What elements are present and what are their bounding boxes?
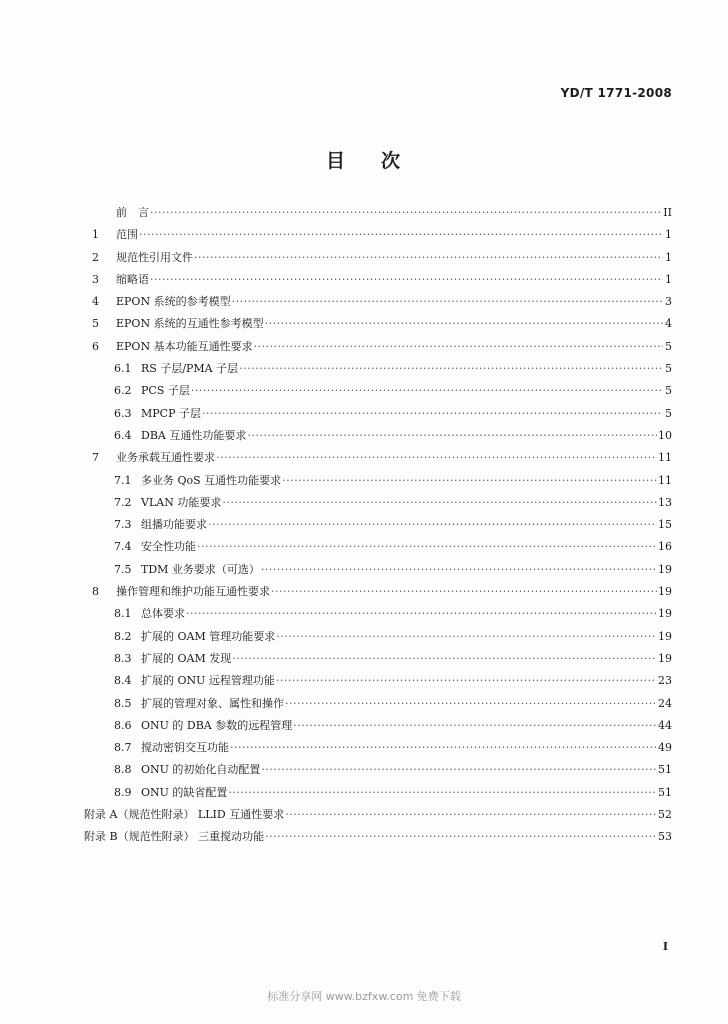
toc-entry[interactable]	[84, 826, 672, 848]
table-of-contents	[84, 202, 672, 849]
toc-entry-title: PCS 子层	[141, 384, 190, 398]
toc-entry-title: MPCP 子层	[141, 406, 201, 420]
toc-entry-title: 附录 A（规范性附录） LLID 互通性要求	[84, 808, 285, 822]
toc-entry-title: 操作管理和维护功能互通性要求	[116, 585, 270, 599]
toc-leader-dots	[276, 670, 657, 692]
toc-entry-number: 6.2	[114, 384, 132, 398]
toc-leader-dots	[186, 603, 657, 625]
toc-heading-right: 次	[381, 150, 403, 172]
toc-leader-dots	[254, 336, 663, 358]
toc-entry-number: 7.3	[114, 518, 132, 532]
page-number: I	[662, 940, 668, 953]
toc-entry-number: 8.8	[114, 763, 132, 777]
toc-entry[interactable]	[92, 514, 672, 536]
toc-entry-page: 23	[658, 674, 672, 688]
toc-entry[interactable]	[92, 247, 672, 269]
toc-entry-number: 7.5	[114, 562, 132, 576]
toc-entry-title: 规范性引用文件	[116, 250, 193, 264]
toc-entry-page: 16	[658, 540, 672, 554]
toc-entry-number: 7.1	[114, 473, 132, 487]
toc-leader-dots	[261, 759, 657, 781]
toc-entry-number: 2	[92, 250, 99, 264]
toc-leader-dots	[216, 447, 657, 469]
toc-entry-page: 3	[665, 295, 672, 309]
toc-leader-dots	[150, 269, 663, 291]
toc-entry[interactable]	[92, 470, 672, 492]
toc-leader-dots	[230, 737, 657, 759]
toc-entry-number: 8.1	[114, 607, 132, 621]
toc-entry-number: 6	[92, 339, 99, 353]
toc-entry-title: ONU 的缺省配置	[141, 785, 228, 799]
toc-entry-title: RS 子层/PMA 子层	[141, 362, 239, 376]
toc-heading-left: 目	[325, 150, 347, 172]
toc-entry-number: 5	[92, 317, 99, 331]
toc-entry-page: 19	[658, 651, 672, 665]
toc-leader-dots	[285, 693, 657, 715]
toc-leader-dots	[285, 804, 657, 826]
toc-entry-number: 8	[92, 585, 99, 599]
toc-entry[interactable]	[92, 358, 672, 380]
toc-leader-dots	[247, 425, 657, 447]
toc-entry-page: 11	[658, 451, 672, 465]
toc-entry-page: 5	[665, 384, 672, 398]
toc-leader-dots	[202, 403, 663, 425]
toc-entry-page: 24	[658, 696, 672, 710]
toc-entry-title: 扩展的 OAM 发现	[141, 651, 232, 665]
toc-entry-page: 1	[665, 250, 672, 264]
toc-entry[interactable]	[92, 224, 672, 246]
toc-leader-dots	[194, 247, 663, 269]
toc-entry-number: 8.9	[114, 785, 132, 799]
toc-entry-title: 总体要求	[141, 607, 185, 621]
toc-entry-title: 组播功能要求	[141, 518, 207, 532]
toc-entry-title: ONU 的初始化自动配置	[141, 763, 261, 777]
toc-entry-title: 附录 B（规范性附录） 三重搅动功能	[84, 830, 265, 844]
toc-entry-number: 8.7	[114, 741, 132, 755]
toc-entry-title: 扩展的 ONU 远程管理功能	[141, 674, 275, 688]
toc-entry-title: EPON 系统的互通性参考模型	[116, 317, 264, 331]
toc-entry-page: 51	[658, 763, 672, 777]
toc-entry-page: 4	[665, 317, 672, 331]
toc-leader-dots	[150, 202, 662, 224]
toc-entry-number: 6.3	[114, 406, 132, 420]
toc-entry-number: 6.4	[114, 428, 132, 442]
toc-entry-page: 44	[658, 718, 672, 732]
toc-entry[interactable]	[92, 603, 672, 625]
toc-entry-number: 8.2	[114, 629, 132, 643]
toc-entry-page: 13	[658, 495, 672, 509]
toc-entry-title: 缩略语	[116, 272, 149, 286]
toc-leader-dots	[191, 380, 663, 402]
toc-entry-number: 7	[92, 451, 99, 465]
toc-leader-dots	[271, 581, 657, 603]
toc-entry-page: 5	[665, 362, 672, 376]
toc-entry[interactable]	[92, 648, 672, 670]
document-code: YD/T 1771-2008	[560, 86, 672, 100]
toc-entry-page: 53	[658, 830, 672, 844]
toc-entry-number: 8.4	[114, 674, 132, 688]
toc-entry-page: 49	[658, 741, 672, 755]
toc-entry-number: 8.5	[114, 696, 132, 710]
toc-entry-title: VLAN 功能要求	[141, 495, 222, 509]
watermark: 标准分享网 www.bzfxw.com 免费下载	[267, 990, 461, 1003]
toc-entry[interactable]	[92, 291, 672, 313]
toc-entry-number: 7.2	[114, 495, 132, 509]
toc-leader-dots	[293, 715, 657, 737]
toc-leader-dots	[208, 514, 657, 536]
toc-entry-title: 安全性功能	[141, 540, 196, 554]
toc-leader-dots	[197, 536, 657, 558]
toc-entry-page: 1	[665, 228, 672, 242]
toc-entry-title: 前 言	[116, 206, 149, 219]
toc-entry[interactable]	[92, 202, 672, 224]
toc-leader-dots	[139, 224, 663, 246]
toc-entry[interactable]	[92, 269, 672, 291]
toc-entry-title: TDM 业务要求（可选）	[141, 562, 260, 576]
toc-entry-page: 52	[658, 808, 672, 822]
toc-entry-title: 扩展的管理对象、属性和操作	[141, 696, 284, 710]
toc-entry-title: 多业务 QoS 互通性功能要求	[141, 473, 282, 487]
toc-leader-dots	[282, 470, 657, 492]
toc-leader-dots	[228, 782, 657, 804]
toc-entry-number: 8.6	[114, 718, 132, 732]
toc-entry[interactable]	[92, 670, 672, 692]
toc-entry-page: 19	[658, 607, 672, 621]
toc-entry-title: 扩展的 OAM 管理功能要求	[141, 629, 276, 643]
toc-entry-number: 4	[92, 295, 99, 309]
toc-entry-page: 5	[665, 339, 672, 353]
toc-entry[interactable]	[92, 425, 672, 447]
toc-entry[interactable]	[92, 536, 672, 558]
toc-entry[interactable]	[92, 336, 672, 358]
toc-entry[interactable]	[92, 559, 672, 581]
toc-entry-title: DBA 互通性功能要求	[141, 428, 247, 442]
toc-entry-number: 7.4	[114, 540, 132, 554]
toc-entry-page: 19	[658, 629, 672, 643]
toc-entry-title: EPON 系统的参考模型	[116, 295, 231, 309]
toc-leader-dots	[222, 492, 657, 514]
toc-entry[interactable]	[92, 782, 672, 804]
toc-entry-title: 搅动密钥交互功能	[141, 741, 229, 755]
toc-entry-title: ONU 的 DBA 参数的远程管理	[141, 718, 293, 732]
toc-entry-title: 范围	[116, 228, 138, 242]
toc-entry[interactable]	[92, 626, 672, 648]
toc-entry[interactable]	[92, 403, 672, 425]
toc-entry-page: 10	[658, 428, 672, 442]
toc-entry[interactable]	[92, 715, 672, 737]
toc-entry[interactable]	[92, 759, 672, 781]
toc-entry-number: 8.3	[114, 651, 132, 665]
toc-entry-page: II	[663, 206, 672, 219]
toc-entry[interactable]	[92, 737, 672, 759]
toc-entry-number: 3	[92, 272, 99, 286]
toc-leader-dots	[232, 648, 657, 670]
toc-leader-dots	[232, 291, 663, 313]
toc-heading	[0, 146, 728, 173]
toc-leader-dots	[276, 626, 657, 648]
toc-leader-dots	[265, 313, 663, 335]
toc-entry-page: 51	[658, 785, 672, 799]
toc-entry[interactable]	[92, 581, 672, 603]
toc-entry-number: 6.1	[114, 362, 132, 376]
toc-entry-page: 19	[658, 585, 672, 599]
toc-leader-dots	[239, 358, 663, 380]
toc-entry[interactable]	[92, 447, 672, 469]
toc-entry-page: 15	[658, 518, 672, 532]
toc-entry-number: 1	[92, 228, 99, 242]
toc-entry-page: 19	[658, 562, 672, 576]
toc-entry-title: EPON 基本功能互通性要求	[116, 339, 253, 353]
toc-entry[interactable]	[92, 313, 672, 335]
toc-entry[interactable]	[84, 804, 672, 826]
toc-entry-page: 11	[658, 473, 672, 487]
toc-entry-page: 5	[665, 406, 672, 420]
toc-entry[interactable]	[92, 380, 672, 402]
toc-entry[interactable]	[92, 492, 672, 514]
toc-leader-dots	[265, 826, 657, 848]
toc-entry-page: 1	[665, 272, 672, 286]
toc-leader-dots	[261, 559, 657, 581]
toc-entry[interactable]	[92, 693, 672, 715]
toc-entry-title: 业务承载互通性要求	[116, 451, 215, 465]
